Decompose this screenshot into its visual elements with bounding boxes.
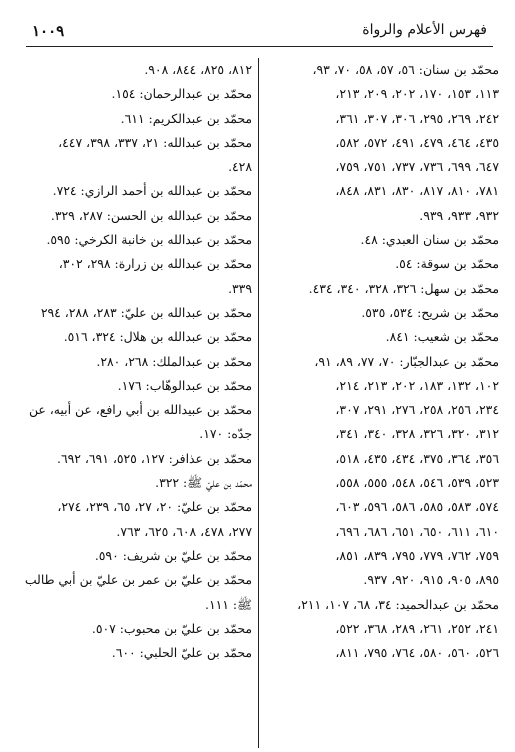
index-line: ٥٧٤، ٥٨٣، ٥٨٥، ٥٨٦، ٥٩٦، ٦٠٣، (335, 499, 499, 515)
index-line: ٥٢٣، ٥٣٩، ٥٤٦، ٥٤٨، ٥٥٥، ٥٥٨، (335, 475, 499, 491)
page-number: ١٠٠٩ (32, 22, 65, 40)
index-line: محمّد بن عبدالله بن الحسن: ٢٨٧، ٣٢٩. (50, 207, 252, 223)
index-line: محمّد بن عبدالله بن زرارة: ٢٩٨، ٣٠٢، (58, 256, 252, 272)
index-line: محمّد بن عبدالملك: ٢٦٨، ٢٨٠. (96, 353, 252, 369)
index-line: ٦١٠، ٦١١، ٦٥٠، ٦٥١، ٦٨٦، ٦٩٦، (335, 523, 499, 539)
index-line: محمّد بن عبدالرحمان: ١٥٤. (111, 86, 252, 102)
index-line: ٤٢٨. (228, 159, 252, 175)
index-line: ١٠٢، ١٣٢، ١٨٣، ٢٠٢، ٢١٣، ٢١٤، (335, 377, 499, 393)
index-line: محمّد بن شعيب: ٨٤١. (385, 329, 499, 345)
index-line: ٨٩٥، ٩٠٥، ٩١٥، ٩٢٠، ٩٣٧. (363, 572, 499, 588)
index-line: محمّد بن عبدالحميد: ٣٤، ٦٨، ١٠٧، ٢١١، (297, 596, 499, 612)
index-line: ٣٣٩. (228, 280, 252, 296)
index-line: محمّد بن شريح: ٥٣٤، ٥٣٥. (361, 304, 499, 320)
index-line: محمّد بن سنان: ٥٦، ٥٧، ٥٨، ٧٠، ٩٣، (312, 62, 499, 77)
index-line: ٤٣٥، ٤٦٤، ٤٧٩، ٤٩١، ٥٧٢، ٥٨٢، (335, 134, 499, 150)
index-line: محمّد بن عليّ بن شريف: ٥٩٠. (94, 547, 252, 563)
index-line: محمّد بن عليّ الحلبي: ٦٠٠. (111, 645, 252, 661)
index-line: ٥٢٦، ٥٦٠، ٥٨٠، ٧٦٤، ٧٩٥، ٨١١، (335, 645, 499, 661)
index-line: ٢٣٤، ٢٥٦، ٢٥٨، ٢٧٦، ٢٩١، ٣٠٧، (335, 402, 499, 418)
index-line: ٨١٢، ٨٢٥، ٨٤٤، ٩٠٨. (144, 62, 252, 77)
index-line: محمّد بن عبدالله بن خانبة الكرخي: ٥٩٥. (46, 232, 252, 248)
index-line: محمّد بن عبدالوهّاب: ١٧٦. (117, 377, 252, 393)
index-line: محمّد بن سوقة: ٥٤. (395, 256, 499, 272)
index-line: ٧٨١، ٨١٠، ٨١٧، ٨٣٠، ٨٣١، ٨٤٨، (335, 183, 499, 199)
index-line: محمّد بن عذافر: ١٢٧، ٥٢٥، ٦٩١، ٦٩٢. (57, 450, 252, 466)
index-line: محمّد بن عبدالله بن أحمد الرازي: ٧٢٤. (52, 183, 252, 199)
running-title: فهرس الأعلام والرواة (362, 22, 487, 38)
index-column-right (267, 58, 499, 665)
index-line: محمّد بن عبدالله بن هلال: ٣٢٤، ٥١٦. (63, 329, 252, 345)
index-line: محمّد بن عبدالله بن عليّ: ٢٨٣، ٢٨٨، ٢٩٤ (40, 304, 252, 320)
index-line: ٧٥٩، ٧٦٢، ٧٧٩، ٧٩٥، ٨٣٩، ٨٥١، (335, 547, 499, 563)
index-line: محمّد بن سهل: ٣٢٦، ٣٢٨، ٣٤٠، ٤٣٤. (308, 280, 499, 296)
index-line: ٢٤١، ٢٥٢، ٢٦١، ٢٨٩، ٣٦٨، ٥٢٢، (335, 620, 499, 636)
page-header (26, 16, 493, 47)
index-line: محمّد بن عبيدالله بن أبي رافع، عن أبيه، عن (29, 402, 252, 418)
index-line: محمّد بن عبدالجبّار: ٧٠، ٧٧، ٨٩، ٩١، (314, 353, 499, 369)
column-divider (258, 58, 259, 748)
index-line: محمّد بن سنان العبدي: ٤٨. (360, 232, 499, 248)
index-column-left (20, 58, 252, 665)
index-line: ﷺ: ١١١. (204, 596, 252, 612)
index-line: محمّد بن عليّ ﷺ: ٣٢٢. (155, 475, 252, 491)
index-line: محمّد بن عبدالكريم: ٦١١. (120, 110, 252, 126)
index-line: ٢٧٧، ٤٧٨، ٦٠٨، ٦٢٥، ٧٦٣. (116, 523, 252, 539)
index-line: ٣١٢، ٣٢٠، ٣٢٦، ٣٢٨، ٣٤٠، ٣٤١، (335, 426, 499, 442)
index-line: جدّه: ١٧٠. (199, 426, 252, 442)
index-line: ٢٤٢، ٢٦٩، ٢٩٥، ٣٠٦، ٣٠٧، ٣٦١، (335, 110, 499, 126)
index-line: ٩٣٢، ٩٣٣، ٩٣٩. (419, 207, 499, 223)
index-line: محمّد بن عليّ: ٢٠، ٢٧، ٦٥، ٢٣٩، ٢٧٤، (57, 499, 252, 515)
index-line: محمّد بن عبدالله: ٢١، ٣٣٧، ٣٩٨، ٤٤٧، (58, 134, 252, 150)
index-line: محمّد بن عليّ بن عمر بن عليّ بن أبي طالب (24, 572, 252, 588)
index-line: محمّد بن عليّ بن محبوب: ٥٠٧. (91, 620, 252, 636)
index-line: ٣٥٦، ٣٦٤، ٣٧٥، ٤٣٤، ٤٣٥، ٥١٨، (335, 450, 499, 466)
index-line: ١١٣، ١٥٣، ١٧٠، ٢٠٢، ٢٠٩، ٢١٣، (335, 86, 499, 102)
index-line: ٦٤٧، ٦٩٩، ٧٣٦، ٧٣٧، ٧٥١، ٧٥٩، (335, 159, 499, 175)
